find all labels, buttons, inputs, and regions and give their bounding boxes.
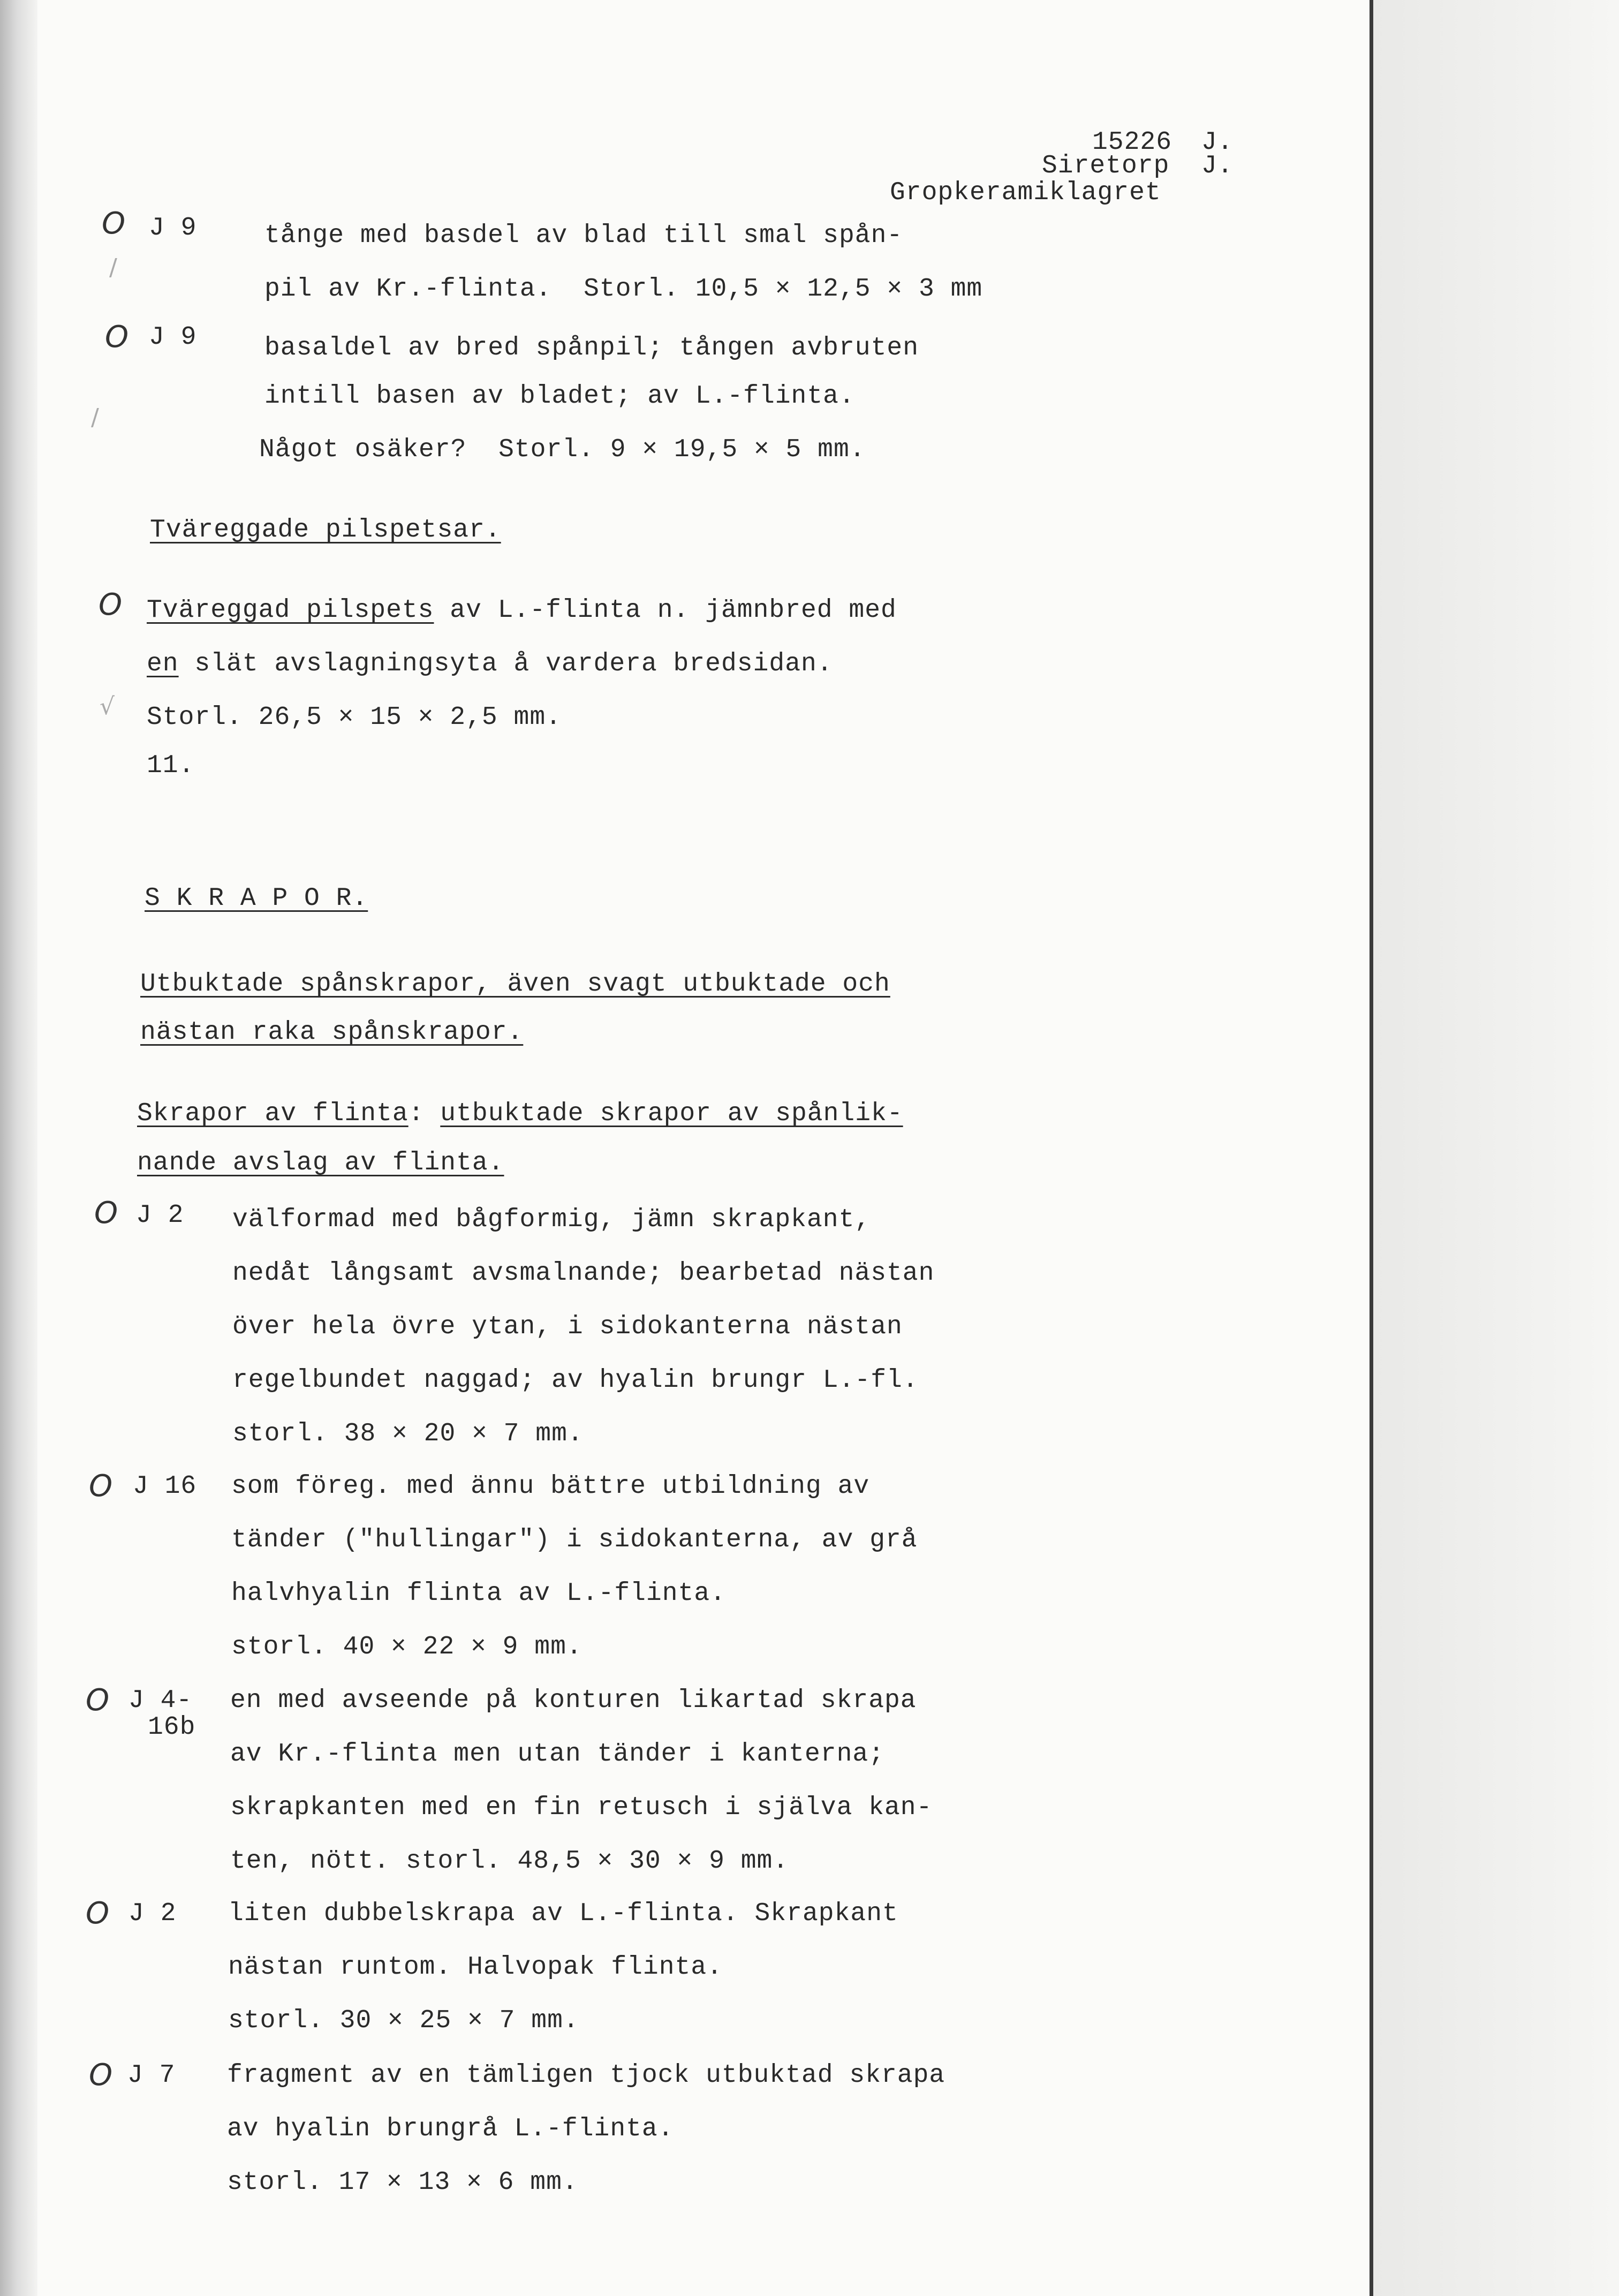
subheading-line: Utbuktade spånskrapor, även svagt utbuktade och xyxy=(140,970,890,999)
check-mark: O xyxy=(105,320,129,354)
entry-text: av L.-flinta n. jämnbred med xyxy=(434,596,897,625)
entry-term: en xyxy=(147,649,179,678)
subheading-part: Skrapor av flinta xyxy=(137,1099,408,1128)
entry-line: Något osäker? Storl. 9 × 19,5 × 5 mm. xyxy=(259,435,866,464)
entry-code: J 7 xyxy=(127,2061,176,2090)
check-mark: O xyxy=(99,587,123,622)
entry-code: J 9 xyxy=(149,323,197,352)
entry-line: basaldel av bred spånpil; tången avbruten xyxy=(264,334,919,362)
entry-line xyxy=(147,594,897,626)
check-mark: O xyxy=(89,2058,113,2093)
page-margin xyxy=(1373,0,1619,2296)
entry-line: tånge med basdel av blad till smal spån- xyxy=(264,221,903,250)
entry-line: pil av Kr.-flinta. Storl. 10,5 × 12,5 × 3 mm xyxy=(264,275,983,304)
check-mark: O xyxy=(86,1683,110,1718)
entry-line: en med avseende på konturen likartad skrapa xyxy=(230,1686,917,1715)
subheading-line xyxy=(137,1098,903,1130)
entry-code: J 2 xyxy=(128,1899,177,1928)
pencil-tick: / xyxy=(109,254,117,281)
entry-line: regelbundet naggad; av hyalin brungr L.-fl. xyxy=(232,1366,919,1395)
entry-line: tänder ("hullingar") i sidokanterna, av grå xyxy=(231,1525,918,1554)
entry-code: J 9 xyxy=(149,214,197,243)
entry-line: intill basen av bladet; av L.-flinta. xyxy=(264,382,855,411)
entry-line: över hela övre ytan, i sidokanterna nästan xyxy=(232,1312,903,1341)
entry-line: nästan runtom. Halvopak flinta. xyxy=(228,1953,723,1982)
entry-line: storl. 38 × 20 × 7 mm. xyxy=(232,1419,584,1448)
site-name: Siretorp xyxy=(1042,152,1170,180)
entry-line: storl. 40 × 22 × 9 mm. xyxy=(231,1633,582,1661)
layer-name: Gropkeramiklagret xyxy=(890,178,1161,207)
catalog-number: 15226 xyxy=(1092,128,1172,157)
subheading-line: nästan raka spånskrapor. xyxy=(140,1018,524,1047)
header-suffix-2: J. xyxy=(1201,152,1234,180)
entry-line: ten, nött. storl. 48,5 × 30 × 9 mm. xyxy=(230,1847,789,1876)
section-heading: Tväreggade pilspetsar. xyxy=(150,516,501,545)
entry-line: skrapkanten med en fin retusch i själva kan- xyxy=(230,1793,933,1822)
entry-line: av hyalin brungrå L.-flinta. xyxy=(227,2114,674,2143)
entry-line: av Kr.-flinta men utan tänder i kanterna; xyxy=(230,1740,884,1769)
subheading-sep: : xyxy=(408,1099,441,1128)
entry-code: J 16 xyxy=(133,1472,197,1501)
entry-term: Tväreggad pilspets xyxy=(147,596,434,625)
entry-line: fragment av en tämligen tjock utbuktad skrapa xyxy=(227,2061,945,2090)
entry-line: storl. 17 × 13 × 6 mm. xyxy=(227,2168,578,2197)
entry-line: halvhyalin flinta av L.-flinta. xyxy=(231,1579,726,1608)
page-border-line xyxy=(1370,0,1373,2296)
entry-line: 11. xyxy=(147,751,195,780)
entry-line: Storl. 26,5 × 15 × 2,5 mm. xyxy=(147,703,562,732)
entry-code: J 2 xyxy=(136,1201,184,1230)
pencil-tick: / xyxy=(91,404,99,431)
subheading-line: nande avslag av flinta. xyxy=(137,1149,504,1177)
entry-line xyxy=(147,648,833,680)
entry-line: som föreg. med ännu bättre utbildning av xyxy=(231,1472,870,1501)
check-mark: O xyxy=(86,1896,110,1931)
check-mark: O xyxy=(89,1469,113,1504)
pencil-tick: √ xyxy=(100,693,115,720)
header-suffix-1: J. xyxy=(1201,128,1234,157)
entry-code: 16b xyxy=(148,1713,196,1742)
section-heading: S K R A P O R. xyxy=(145,884,368,913)
entry-line: storl. 30 × 25 × 7 mm. xyxy=(228,2006,579,2035)
check-mark: O xyxy=(94,1196,118,1230)
subheading-part: utbuktade skrapor av spånlik- xyxy=(440,1099,903,1128)
entry-line: liten dubbelskrapa av L.-flinta. Skrapkant xyxy=(228,1899,898,1928)
check-mark: O xyxy=(102,206,126,241)
entry-text: slät avslagningsyta å vardera bredsidan. xyxy=(178,649,833,678)
entry-line: välformad med bågformig, jämn skrapkant, xyxy=(232,1205,871,1234)
page-edge-shadow xyxy=(0,0,37,2296)
entry-code: J 4- xyxy=(128,1686,193,1715)
entry-line: nedåt långsamt avsmalnande; bearbetad nästan xyxy=(232,1259,935,1288)
